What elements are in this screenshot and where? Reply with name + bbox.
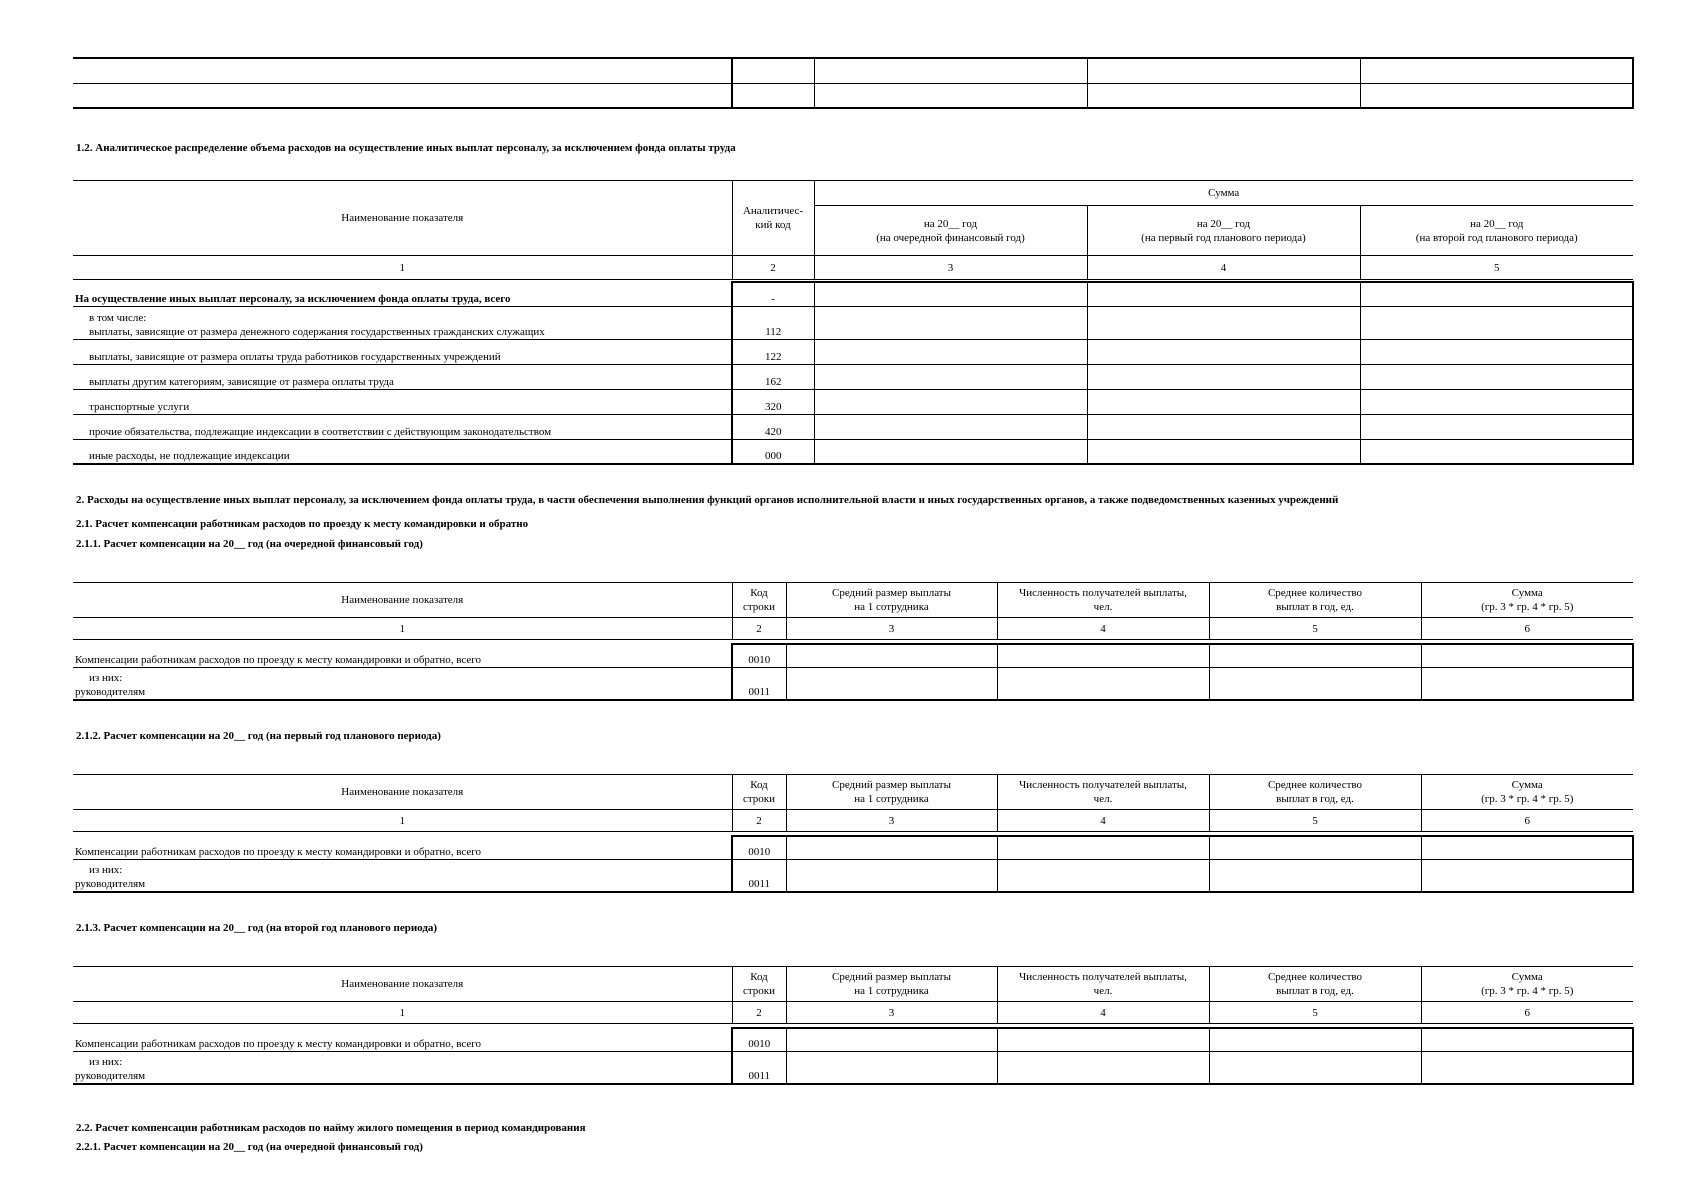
table-row: выплаты другим категориям, зависящие от размера оплаты труда 162 (73, 365, 1633, 390)
input-cell[interactable] (786, 1052, 997, 1084)
input-cell[interactable] (814, 390, 1087, 415)
input-cell[interactable] (997, 860, 1209, 892)
header-avg: Средний размер выплаты на 1 сотрудника (786, 775, 997, 810)
header-sum: Сумма (гр. 3 * гр. 4 * гр. 5) (1421, 967, 1633, 1002)
header-avg: Средний размер выплаты на 1 сотрудника (786, 967, 997, 1002)
input-cell[interactable] (1360, 365, 1633, 390)
total-row: Компенсации работникам расходов по проезду к месту командировки и обратно, всего 0010 (73, 836, 1633, 860)
input-cell[interactable] (1209, 1052, 1421, 1084)
section-1-2-heading: 1.2. Аналитическое распределение объема расходов на осуществление иных выплат персоналу, за исключением фонда оплаты труда (76, 142, 736, 154)
header-sum: Сумма (гр. 3 * гр. 4 * гр. 5) (1421, 775, 1633, 810)
input-cell[interactable] (1087, 440, 1360, 464)
input-cell[interactable] (1421, 836, 1633, 860)
input-cell[interactable] (1360, 340, 1633, 365)
input-cell[interactable] (997, 1028, 1209, 1052)
header-code: Код строки (732, 775, 786, 810)
input-cell[interactable] (786, 836, 997, 860)
total-row: Компенсации работникам расходов по проезду к месту командировки и обратно, всего 0010 (73, 1028, 1633, 1052)
input-cell[interactable] (1421, 668, 1633, 700)
header-qty: Среднее количество выплат в год, ед. (1209, 583, 1421, 618)
header-qty: Среднее количество выплат в год, ед. (1209, 967, 1421, 1002)
input-cell[interactable] (1087, 282, 1360, 307)
input-cell[interactable] (1087, 307, 1360, 340)
input-cell[interactable] (1087, 340, 1360, 365)
header-count: Численность получателей выплаты, чел. (997, 967, 1209, 1002)
header-code: Аналитичес- кий код (732, 181, 814, 256)
compensation-table-year-3 (73, 966, 1634, 1085)
input-cell[interactable] (1209, 836, 1421, 860)
header-count: Численность получателей выплаты, чел. (997, 775, 1209, 810)
header-year-3: на 20__ год (на второй год планового периода) (1360, 206, 1633, 256)
input-cell[interactable] (1087, 365, 1360, 390)
input-cell[interactable] (1360, 282, 1633, 307)
header-code: Код строки (732, 967, 786, 1002)
table-row: иные расходы, не подлежащие индексации 000 (73, 440, 1633, 464)
table-row: из них: руководителям 0011 (73, 668, 1633, 700)
input-cell[interactable] (1421, 860, 1633, 892)
input-cell[interactable] (786, 860, 997, 892)
header-year-2: на 20__ год (на первый год планового периода) (1087, 206, 1360, 256)
input-cell[interactable] (1421, 1028, 1633, 1052)
section-2-1-3-heading: 2.1.3. Расчет компенсации на 20__ год (на второй год планового периода) (76, 922, 438, 934)
input-cell[interactable] (1209, 1028, 1421, 1052)
input-cell[interactable] (814, 340, 1087, 365)
header-sum: Сумма (814, 181, 1633, 206)
input-cell[interactable] (1209, 644, 1421, 668)
header-name: Наименование показателя (73, 967, 732, 1002)
header-name: Наименование показателя (73, 181, 732, 256)
header-sum: Сумма (гр. 3 * гр. 4 * гр. 5) (1421, 583, 1633, 618)
column-numbers-row: 1 2 3 4 5 (73, 256, 1633, 280)
input-cell[interactable] (786, 1028, 997, 1052)
table-row: транспортные услуги 320 (73, 390, 1633, 415)
table-row: из них: руководителям 0011 (73, 860, 1633, 892)
section-2-1-2-heading: 2.1.2. Расчет компенсации на 20__ год (на первый год планового периода) (76, 730, 441, 742)
table-row: прочие обязательства, подлежащие индексации в соответствии с действующим законодательством 420 (73, 415, 1633, 440)
input-cell[interactable] (1209, 860, 1421, 892)
section-2-1-1-heading: 2.1.1. Расчет компенсации на 20__ год (на очередной финансовый год) (76, 538, 423, 550)
section-2-2-heading: 2.2. Расчет компенсации работникам расходов по найму жилого помещения в период командирования (76, 1122, 586, 1134)
input-cell[interactable] (814, 282, 1087, 307)
column-numbers-row: 1 2 3 4 5 6 (73, 618, 1633, 640)
input-cell[interactable] (814, 307, 1087, 340)
input-cell[interactable] (814, 440, 1087, 464)
input-cell[interactable] (997, 836, 1209, 860)
input-cell[interactable] (1360, 307, 1633, 340)
header-year-1: на 20__ год (на очередной финансовый год) (814, 206, 1087, 256)
compensation-table-year-2 (73, 774, 1634, 893)
input-cell[interactable] (814, 365, 1087, 390)
section-2-2-1-heading: 2.2.1. Расчет компенсации на 20__ год (на очередной финансовый год) (76, 1141, 423, 1153)
previous-table-fragment (73, 57, 1634, 109)
compensation-table-year-1 (73, 582, 1634, 701)
table-row: в том числе: выплаты, зависящие от размера денежного содержания государственных гражданских служащих 112 (73, 307, 1633, 340)
input-cell[interactable] (1421, 1052, 1633, 1084)
input-cell[interactable] (1087, 390, 1360, 415)
column-numbers-row: 1 2 3 4 5 6 (73, 810, 1633, 832)
section-2-heading: 2. Расходы на осуществление иных выплат персоналу, за исключением фонда оплаты труда, в части обеспечения выполнения функций органов исполнительной власти и иных государственных органов, а также подведомственных казенных учреждений (76, 494, 1339, 506)
input-cell[interactable] (997, 668, 1209, 700)
input-cell[interactable] (814, 415, 1087, 440)
input-cell[interactable] (786, 644, 997, 668)
section-2-1-heading: 2.1. Расчет компенсации работникам расходов по проезду к месту командировки и обратно (76, 518, 529, 530)
input-cell[interactable] (997, 1052, 1209, 1084)
column-numbers-row: 1 2 3 4 5 6 (73, 1002, 1633, 1024)
input-cell[interactable] (786, 668, 997, 700)
table-row: из них: руководителям 0011 (73, 1052, 1633, 1084)
input-cell[interactable] (1087, 415, 1360, 440)
input-cell[interactable] (1209, 668, 1421, 700)
header-qty: Среднее количество выплат в год, ед. (1209, 775, 1421, 810)
header-name: Наименование показателя (73, 583, 732, 618)
header-code: Код строки (732, 583, 786, 618)
input-cell[interactable] (997, 644, 1209, 668)
total-row: Компенсации работникам расходов по проезду к месту командировки и обратно, всего 0010 (73, 644, 1633, 668)
input-cell[interactable] (1421, 644, 1633, 668)
table-row: выплаты, зависящие от размера оплаты труда работников государственных учреждений 122 (73, 340, 1633, 365)
header-count: Численность получателей выплаты, чел. (997, 583, 1209, 618)
header-name: Наименование показателя (73, 775, 732, 810)
header-avg: Средний размер выплаты на 1 сотрудника (786, 583, 997, 618)
total-row: На осуществление иных выплат персоналу, за исключением фонда оплаты труда, всего - (73, 282, 1633, 307)
input-cell[interactable] (1360, 390, 1633, 415)
analytic-distribution-table (73, 180, 1634, 465)
input-cell[interactable] (1360, 440, 1633, 464)
input-cell[interactable] (1360, 415, 1633, 440)
